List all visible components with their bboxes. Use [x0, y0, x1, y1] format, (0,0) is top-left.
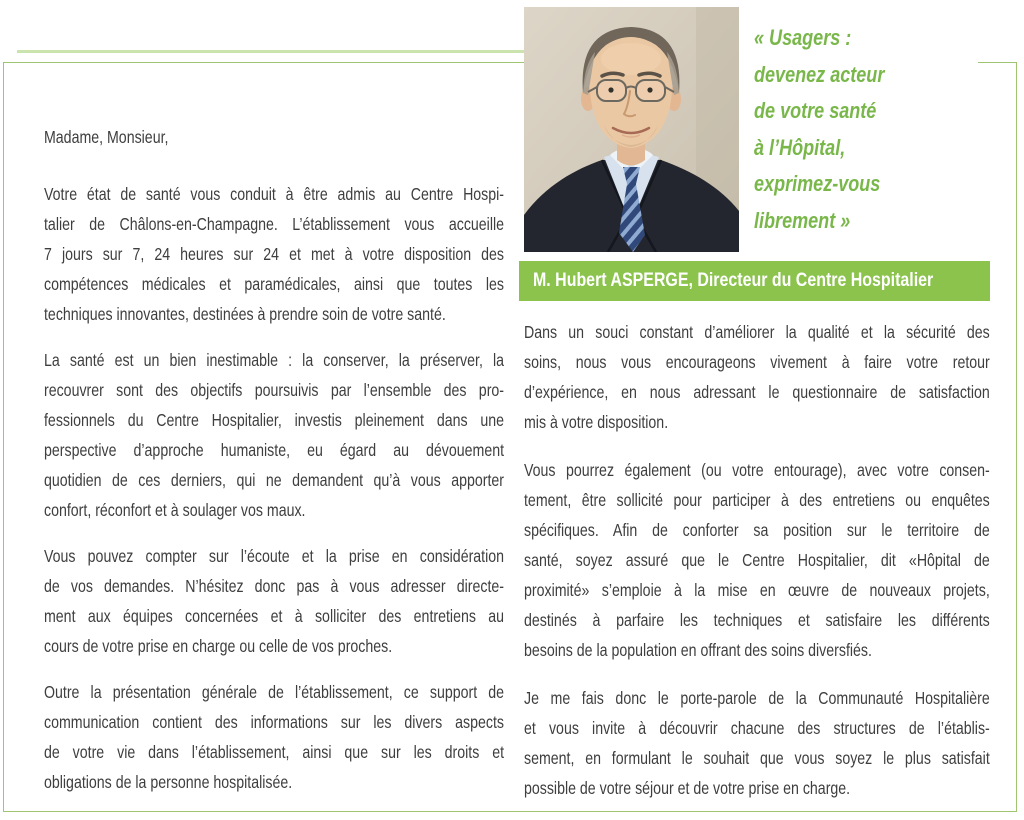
quote-line: exprimez-vous	[754, 171, 881, 196]
paragraph-line: possible de votre séjour et de votre prise en charge.	[524, 778, 851, 798]
paragraph-line: quotidien de ces derniers, qui ne demandent qu’à vous apporter	[44, 470, 505, 490]
salutation: Madame, Monsieur,	[44, 127, 169, 147]
paragraph-line: recouvrer sont des objectifs poursuivis par l’ensemble des pro-	[44, 380, 505, 400]
paragraph-line: Je me fais donc le porte-parole de la Communauté Hospitalière	[524, 688, 990, 708]
paragraph-line: de votre vie dans l’établissement, ainsi que sur les droits et	[44, 742, 505, 762]
paragraph	[524, 317, 990, 437]
paragraph-line: Outre la présentation générale de l’établissement, ce support de	[44, 682, 505, 702]
quote-line: de votre santé	[754, 98, 877, 123]
paragraph-line: communication contient des informations sur les divers aspects	[44, 712, 505, 732]
paragraph-line: La santé est un bien inestimable : la conserver, la préserver, la	[44, 350, 505, 370]
paragraph-line: besoins de la population en offrant des soins diversfiés.	[524, 640, 872, 660]
paragraph	[44, 179, 504, 329]
paragraph-line: ment aux équipes concernées et à solliciter des entretiens au	[44, 606, 505, 626]
paragraph	[524, 455, 990, 665]
paragraph-line: et vous invite à découvrir chacune des structures de l’établis-	[524, 718, 990, 738]
paragraph	[44, 345, 504, 525]
paragraph	[44, 677, 504, 797]
paragraph-line: mis à votre disposition.	[524, 412, 669, 432]
paragraph-line: de vos demandes. N’hésitez donc pas à vous adresser directe-	[44, 576, 505, 596]
quote-block	[739, 0, 978, 252]
paragraph-line: perspective d’approche humaniste, eu égard au dévouement	[44, 440, 505, 460]
paragraph-line: destinés à parfaire les techniques et satisfaire les différents	[524, 610, 990, 630]
paragraph-line: obligations de la personne hospitalisée.	[44, 772, 293, 792]
letter-left-column	[44, 122, 504, 813]
paragraph-line: Votre état de santé vous conduit à être admis au Centre Hospi-	[44, 184, 505, 204]
paragraph-line: tement, être sollicité pour participer à des entretiens ou enquêtes	[524, 490, 990, 510]
paragraph-line: Vous pouvez compter sur l’écoute et la prise en considération	[44, 546, 505, 566]
paragraph-line: proximité» s’emploie à la mise en œuvre de nouveaux projets,	[524, 580, 990, 600]
paragraph-line: spécifiques. Afin de conforter sa position sur le territoire de	[524, 520, 990, 540]
paragraph-line: confort, réconfort et à soulager vos maux.	[44, 500, 306, 520]
director-photo-illustration	[524, 7, 739, 252]
paragraph-line: fessionnels du Centre Hospitalier, investis pleinement dans une	[44, 410, 505, 430]
quote-line: devenez acteur	[754, 61, 885, 87]
quote-line: « Usagers :	[754, 25, 852, 50]
paragraph-line: d’expérience, en nous adressant le questionnaire de satisfaction	[524, 382, 990, 402]
paragraph-line: Vous pourrez également (ou votre entourage), avec votre consen-	[524, 460, 990, 480]
paragraph-line: cours de votre prise en charge ou celle de vos proches.	[44, 636, 393, 656]
paragraph-line: Dans un souci constant d’améliorer la qualité et la sécurité des	[524, 322, 990, 342]
top-edge-accent	[17, 50, 524, 53]
quote-line: librement »	[754, 207, 851, 233]
pull-quote	[754, 20, 1000, 239]
quote-line: à l’Hôpital,	[754, 134, 846, 160]
paragraph-line: santé, soyez assuré que le Centre Hospitalier, dit «Hôpital de	[524, 550, 990, 570]
letter-right-column	[524, 317, 990, 820]
paragraph-line: techniques innovantes, destinées à prendre soin de votre santé.	[44, 304, 446, 324]
paragraph	[524, 683, 990, 803]
paragraph	[44, 541, 504, 661]
paragraph-line: compétences médicales et paramédicales, ainsi que toutes les	[44, 274, 505, 294]
director-photo	[524, 7, 739, 252]
director-caption: M. Hubert ASPERGE, Directeur du Centre Hospitalier	[533, 270, 934, 291]
director-caption-banner	[519, 261, 990, 301]
paragraph-line: soins, nous vous encourageons vivement à faire votre retour	[524, 352, 990, 372]
paragraph-line: 7 jours sur 7, 24 heures sur 24 et met à votre disposition des	[44, 244, 505, 264]
paragraph-line: sement, en formulant le souhait que vous soyez le plus satisfait	[524, 748, 990, 768]
paragraph-line: talier de Châlons-en-Champagne. L’établissement vous accueille	[44, 214, 505, 234]
